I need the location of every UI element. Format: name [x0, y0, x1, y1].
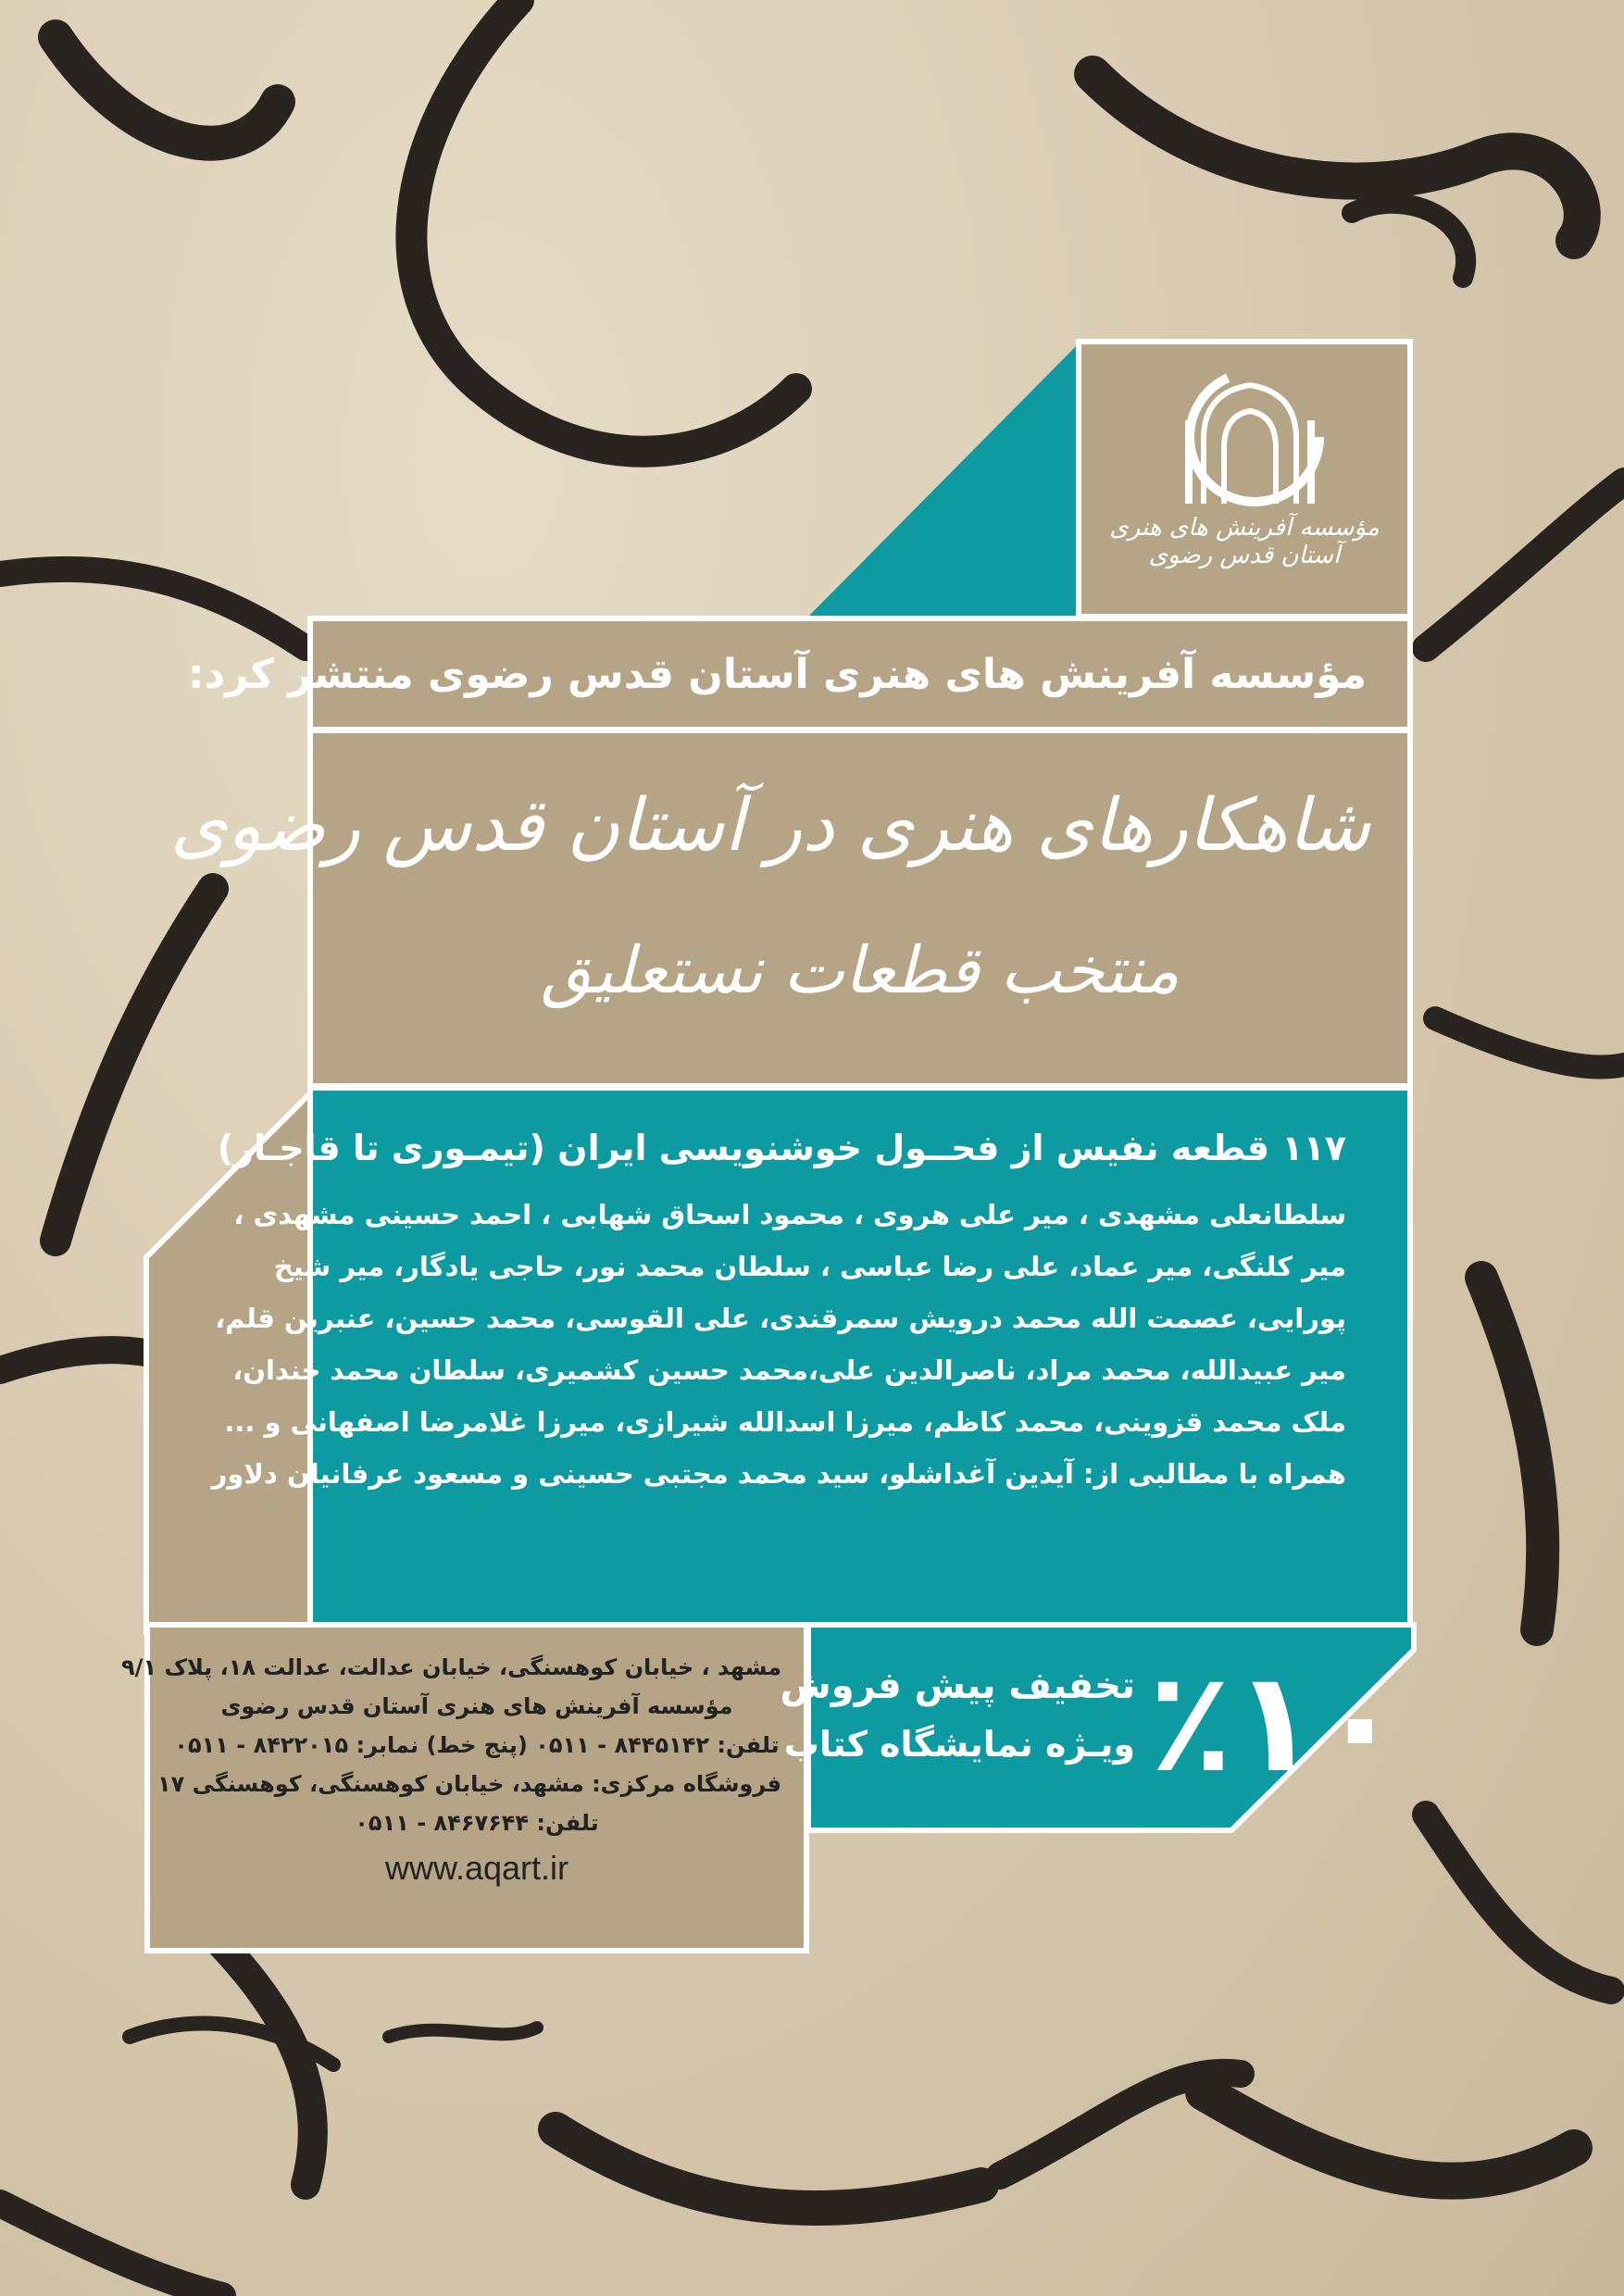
content-panel — [211, 1085, 1413, 1628]
calligrapher-line: ملک محمد قزوینی، محمد کاظم، میرزا اسدالله شیرازی، میرزا غلامرضا اصفهانی و ... — [224, 1406, 1346, 1438]
calligrapher-line: میر عبیدالله، محمد مراد، ناصرالدین علی،محمد حسین کشمیری، سلطان محمد خندان، — [232, 1354, 1346, 1386]
institute-name: مؤسسه آفرینش های هنری آستان قدس رضوی — [220, 1693, 733, 1719]
website-link[interactable]: www.aqart.ir — [384, 1849, 569, 1887]
address-line: مشهد ، خیابان کوهسنگی، خیابان عدالت، عدالت ۱۸، پلاک ۹/۱ — [121, 1654, 781, 1680]
calligrapher-line: میر کلنگی، میر عماد، علی رضا عباسی ، سلطان محمد نور، حاجی یادگار، میر شیخ — [273, 1251, 1346, 1282]
discount-percent: ٪۱۰ — [1148, 1642, 1403, 1803]
teal-triangle-top — [806, 339, 1083, 619]
book-title: شاهکارهای هنری در آستان قدس رضوی — [169, 784, 1370, 867]
logo-caption: مؤسسه آفرینش های هنری آستان قدس رضوی — [1109, 514, 1380, 569]
title-panel — [169, 728, 1413, 1089]
shrine-dome-logo-icon — [1167, 365, 1333, 513]
store-address-line: فروشگاه مرکزی: مشهد، خیابان کوهسنگی، کوهسنگی ۱۷ — [156, 1771, 781, 1797]
discount-panel — [780, 1622, 1413, 1829]
authors-line: همراه با مطالبی از: آیدین آغداشلو، سید محمد مجتبی حسینی و مسعود عرفانیان دلاور — [211, 1458, 1346, 1490]
book-fair-label: ویـژه نمایشگاه کتاب — [783, 1724, 1135, 1765]
logo-panel — [1076, 339, 1413, 619]
content-heading: ۱۱۷ قطعه نفیس از فحــول خوشنویسی ایران (تیمـوری تا قاجـار) — [217, 1128, 1346, 1168]
contact-panel — [121, 1622, 809, 1953]
publisher-bar — [187, 616, 1413, 732]
calligrapher-line: پورایی، عصمت الله محمد درویش سمرقندی، علی القوسی، محمد حسین، عنبرین قلم، — [215, 1303, 1346, 1334]
publisher-line: مؤسسه آفرینش های هنری آستان قدس رضوی منتشر کرد: — [187, 650, 1367, 698]
presale-discount-label: تخفیف پیش فروش — [780, 1665, 1135, 1707]
calligrapher-line: سلطانعلی مشهدی ، میر علی هروی ، محمود اسحاق شهابی ، احمد حسینی مشهدی ، — [233, 1199, 1346, 1230]
book-subtitle: منتخب قطعات نستعلیق — [541, 932, 1180, 1008]
discount-text — [780, 1655, 1135, 1772]
store-phone-line: تلفن: ۸۴۶۷۶۴۴ - ۰۵۱۱ — [355, 1810, 599, 1836]
phone-fax-line: تلفن: ۸۴۴۵۱۴۲ - ۰۵۱۱ (پنج خط) نمابر: ۸۴۲۲۰۱۵ - ۰۵۱۱ — [174, 1732, 780, 1758]
